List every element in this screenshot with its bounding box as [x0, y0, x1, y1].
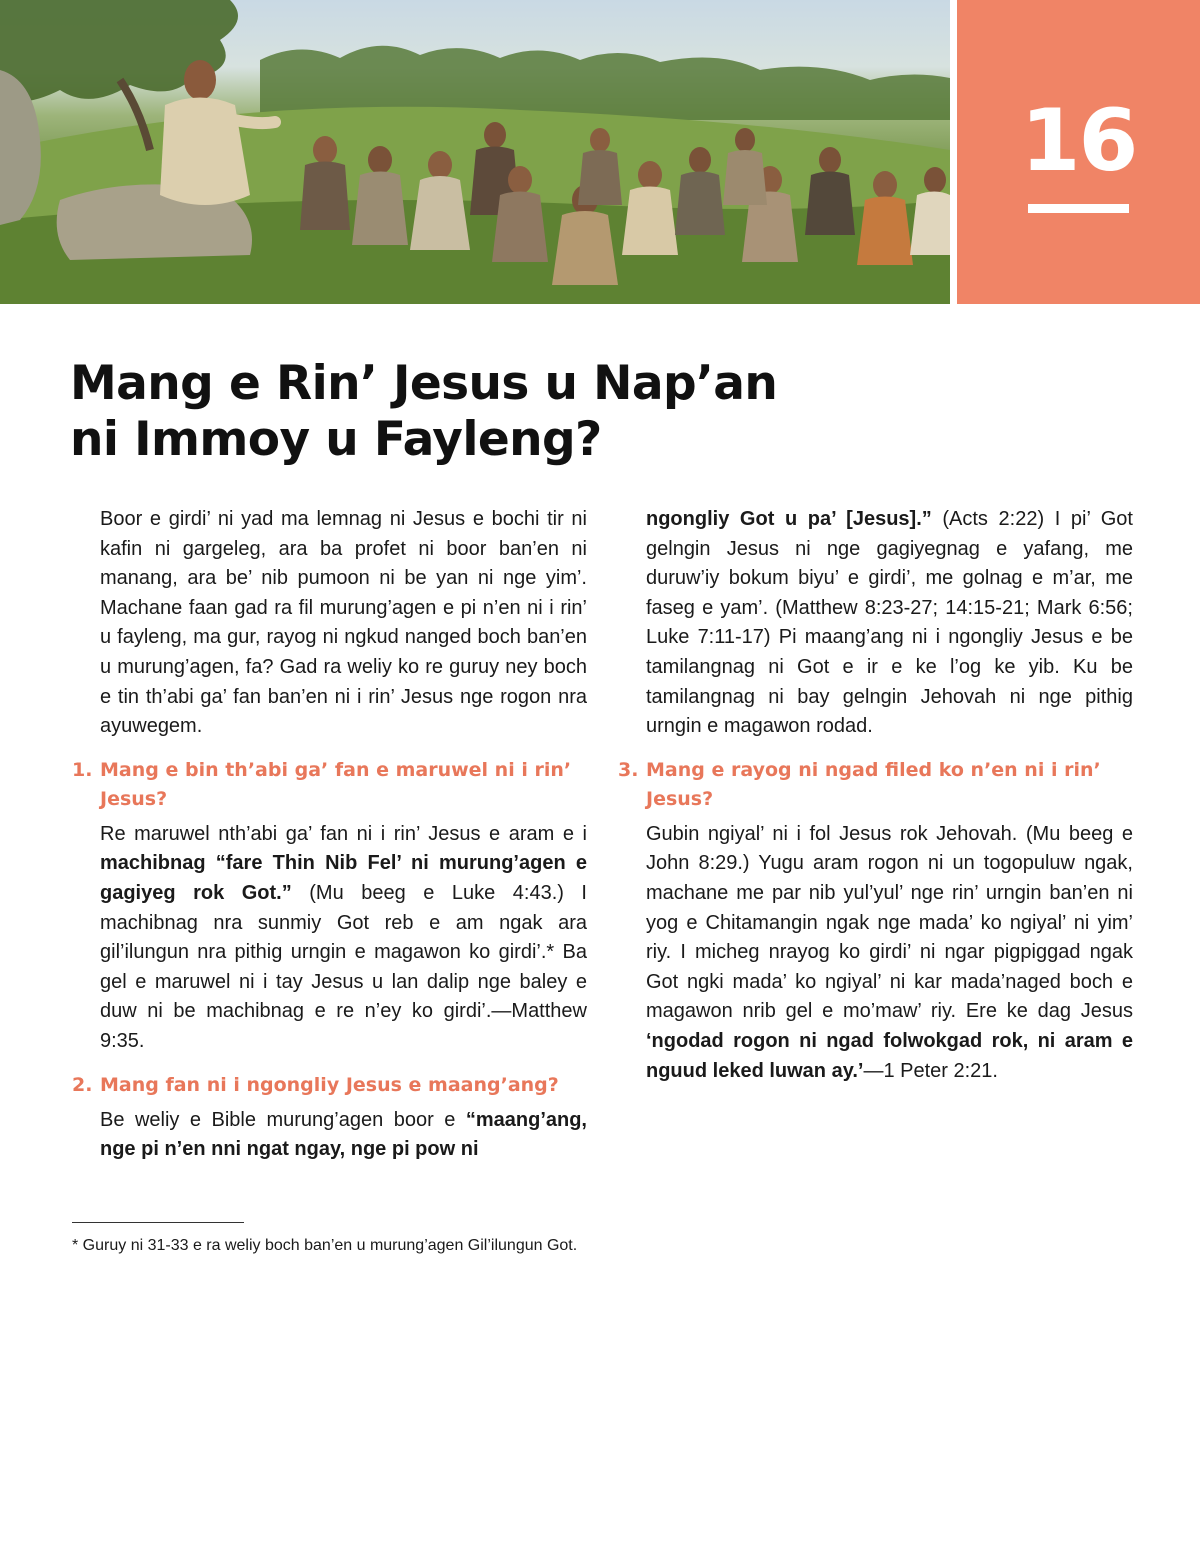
footnote-divider [72, 1222, 244, 1223]
q1-text-c: (Mu beeg e Luke 4:43.) I machibnag nra sunmiy Got reb e am ngak ara gil’ilungun nra pithig urngin e magawon ko girdi’.* Ba gel e maruwel ni i tay Jesus u lan dalip nge baley e duw ni be machibnag e re n’ey ko girdi’.—Matthew 9:35. [100, 881, 587, 1052]
question-1-text: Mang e bin th’abi ga’ fan e maruwel ni i rin’ Jesus? [100, 758, 572, 810]
q3-text-bold: ‘ngodad rogon ni ngad folwokgad rok, ni aram e nguud leked luwan ay.’ [646, 1029, 1133, 1082]
lesson-title [70, 356, 870, 468]
question-2-number: 2. [72, 1073, 93, 1096]
lesson-number-box [957, 0, 1200, 304]
hillside-crowd-illustration [0, 0, 950, 304]
question-3-number: 3. [618, 758, 639, 781]
question-1-answer [72, 820, 587, 1057]
question-2-heading [72, 1071, 587, 1100]
intro-paragraph: Boor e girdi’ ni yad ma lemnag ni Jesus e bochi tir ni kafin ni gargeleg, ara ba profet ni boor ban’en ni manang, ara be’ nib pumoon ni be yan ni nge yim’. Machane faan gad ra fil murung’agen e pi n’en ni i rin’ u fayleng, ma gur, rayog ni ngkud nanged boch ban’en u murung’agen, fa? Gad ra weliy ko re guruy ney boch e tin th’abi ga’ fan ban’en ni i rin’ Jesus nge rogon nra ayuwegem. [100, 508, 587, 738]
question-1-heading [72, 756, 587, 814]
question-2-text: Mang fan ni i ngongliy Jesus e maang’ang? [100, 1073, 559, 1096]
left-column [72, 505, 587, 1165]
question-3-answer [618, 820, 1133, 1086]
q3-text-a: Gubin ngiyal’ ni i fol Jesus rok Jehovah. (Mu beeg e John 8:29.) Yugu aram rogon ni un togopuluw ngak, machane me par nib yul’yul’ nge rin’ urngin ban’en ni yog e Chitamangin ngak nge mada’ ko ngiyal’ ni yim’ riy. I micheg nrayog ko girdi’ ni ngar pigpiggad ngak Got ngki mada’ ko ngiyal’ ni kar mada’naged boch e magawon nrib gel e mo’maw’ riy. Ere ke dag Jesus [646, 822, 1133, 1023]
header-photo [0, 0, 950, 304]
lesson-title-line-2: ni Immoy u Fayleng? [70, 412, 602, 467]
lesson-number: 16 [1020, 91, 1137, 191]
footnote: * Guruy ni 31-33 e ra weliy boch ban’en u murung’agen Gil’ilungun Got. [72, 1237, 578, 1254]
q2-text-bold-cont: ngongliy Got u pa’ [Jesus].” [646, 508, 932, 530]
q2-text-bold: “maang’ang, nge pi n’en nni ngat ngay, nge pi pow ni [100, 1108, 587, 1161]
question-1-number: 1. [72, 758, 93, 781]
q2-text-a: Be weliy e Bible murung’agen boor e [100, 1108, 466, 1131]
lesson-title-line-1: Mang e Rin’ Jesus u Nap’an [70, 356, 778, 411]
q2-text-c: (Acts 2:22) I pi’ Got gelngin Jesus ni nge gagiyegnag e yafang, me duruw’iy bokum biyu’ e girdi’, me golnag e m’ar, me faseg e yam’. (Matthew 8:23-27; 14:15-21; Mark 6:56; Luke 7:11-17) Pi maang’ang ni i ngongliy Jesus e be tamilangnag ni Got e ir e ke l’og ke yib. Ku be tamilangnag ni bay gelngin Jehovah ni nge pithig urngin e magawon rodad. [646, 508, 1133, 738]
q3-text-c: —1 Peter 2:21. [863, 1059, 998, 1082]
lesson-number-underline [1028, 204, 1129, 213]
right-column [618, 505, 1133, 1086]
q1-text-a: Re maruwel nth’abi ga’ fan ni i rin’ Jesus e aram e i [100, 822, 587, 845]
header-banner [0, 0, 1200, 304]
question-3-text: Mang e rayog ni ngad filed ko n’en ni i rin’ Jesus? [646, 758, 1101, 810]
question-2-answer-continued [618, 505, 1133, 742]
question-2-answer-start [72, 1106, 587, 1165]
q1-text-bold: machibnag “fare Thin Nib Fel’ ni murung’agen e gagiyeg rok Got.” [100, 852, 587, 904]
question-3-heading [618, 756, 1133, 814]
